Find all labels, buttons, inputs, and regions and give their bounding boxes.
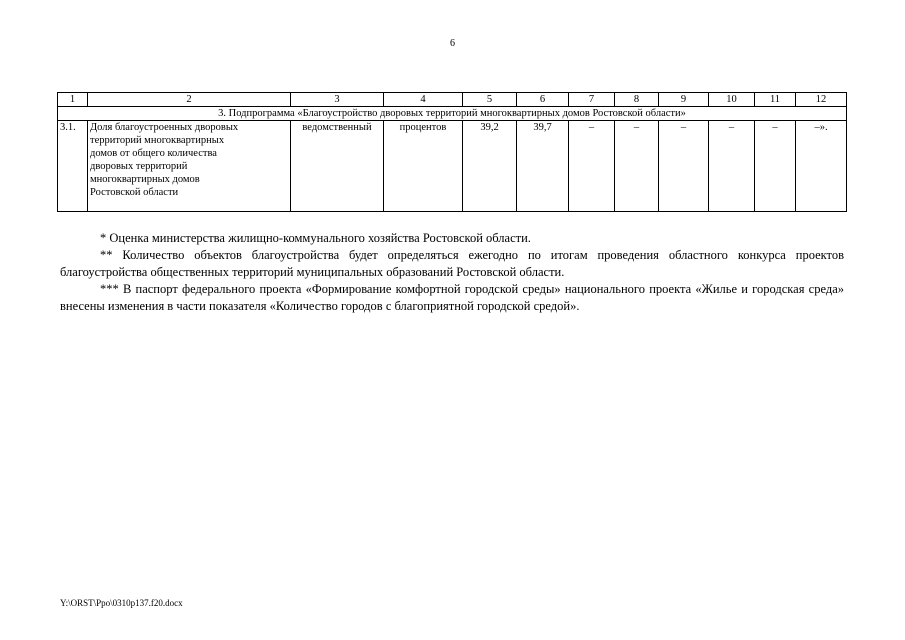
- header-cell: 1: [58, 93, 88, 107]
- subprogram-row: [58, 107, 847, 121]
- file-path-footer: Y:\ORST\Ppo\0310p137.f20.docx: [60, 598, 183, 608]
- header-cell: 3: [291, 93, 384, 107]
- value-col6: 39,7: [517, 121, 569, 212]
- header-cell: 12: [796, 93, 847, 107]
- footnote-1: * Оценка министерства жилищно-коммунального хозяйства Ростовской области.: [100, 231, 531, 245]
- indicator-type: ведомственный: [291, 121, 384, 212]
- page-number: 6: [450, 38, 455, 49]
- value-col10: –: [709, 121, 755, 212]
- footnote-3: *** В паспорт федерального проекта «Формирование комфортной городской среды» национального проекта «Жилье и городская среда» внесены изменения в части показателя «Количество городов с благоприятной городской средой».: [60, 282, 844, 313]
- table-row: [58, 121, 847, 212]
- footnotes: [60, 230, 844, 315]
- row-number: 3.1.: [58, 121, 88, 212]
- value-col7: –: [569, 121, 615, 212]
- table-header-row: [58, 93, 847, 107]
- subprogram-title: 3. Подпрограмма «Благоустройство дворовых территорий многоквартирных домов Ростовской области»: [58, 107, 847, 121]
- header-cell: 2: [88, 93, 291, 107]
- value-col8: –: [615, 121, 659, 212]
- header-cell: 8: [615, 93, 659, 107]
- header-cell: 10: [709, 93, 755, 107]
- footnote-2: ** Количество объектов благоустройства будет определяться ежегодно по итогам проведения областного конкурса проектов благоустройства общественных территорий муниципальных образований Ростовской области.: [60, 248, 844, 279]
- value-col12: –».: [796, 121, 847, 212]
- header-cell: 7: [569, 93, 615, 107]
- value-col5: 39,2: [463, 121, 517, 212]
- header-cell: 4: [384, 93, 463, 107]
- unit: процентов: [384, 121, 463, 212]
- header-cell: 9: [659, 93, 709, 107]
- value-col11: –: [755, 121, 796, 212]
- header-cell: 6: [517, 93, 569, 107]
- indicator-name: Доля благоустроенных дворовых территорий многоквартирных домов от общего количества дворовых территорий многоквартирных домов Ростовской области: [88, 121, 291, 212]
- header-cell: 11: [755, 93, 796, 107]
- value-col9: –: [659, 121, 709, 212]
- header-cell: 5: [463, 93, 517, 107]
- indicators-table: [57, 92, 847, 212]
